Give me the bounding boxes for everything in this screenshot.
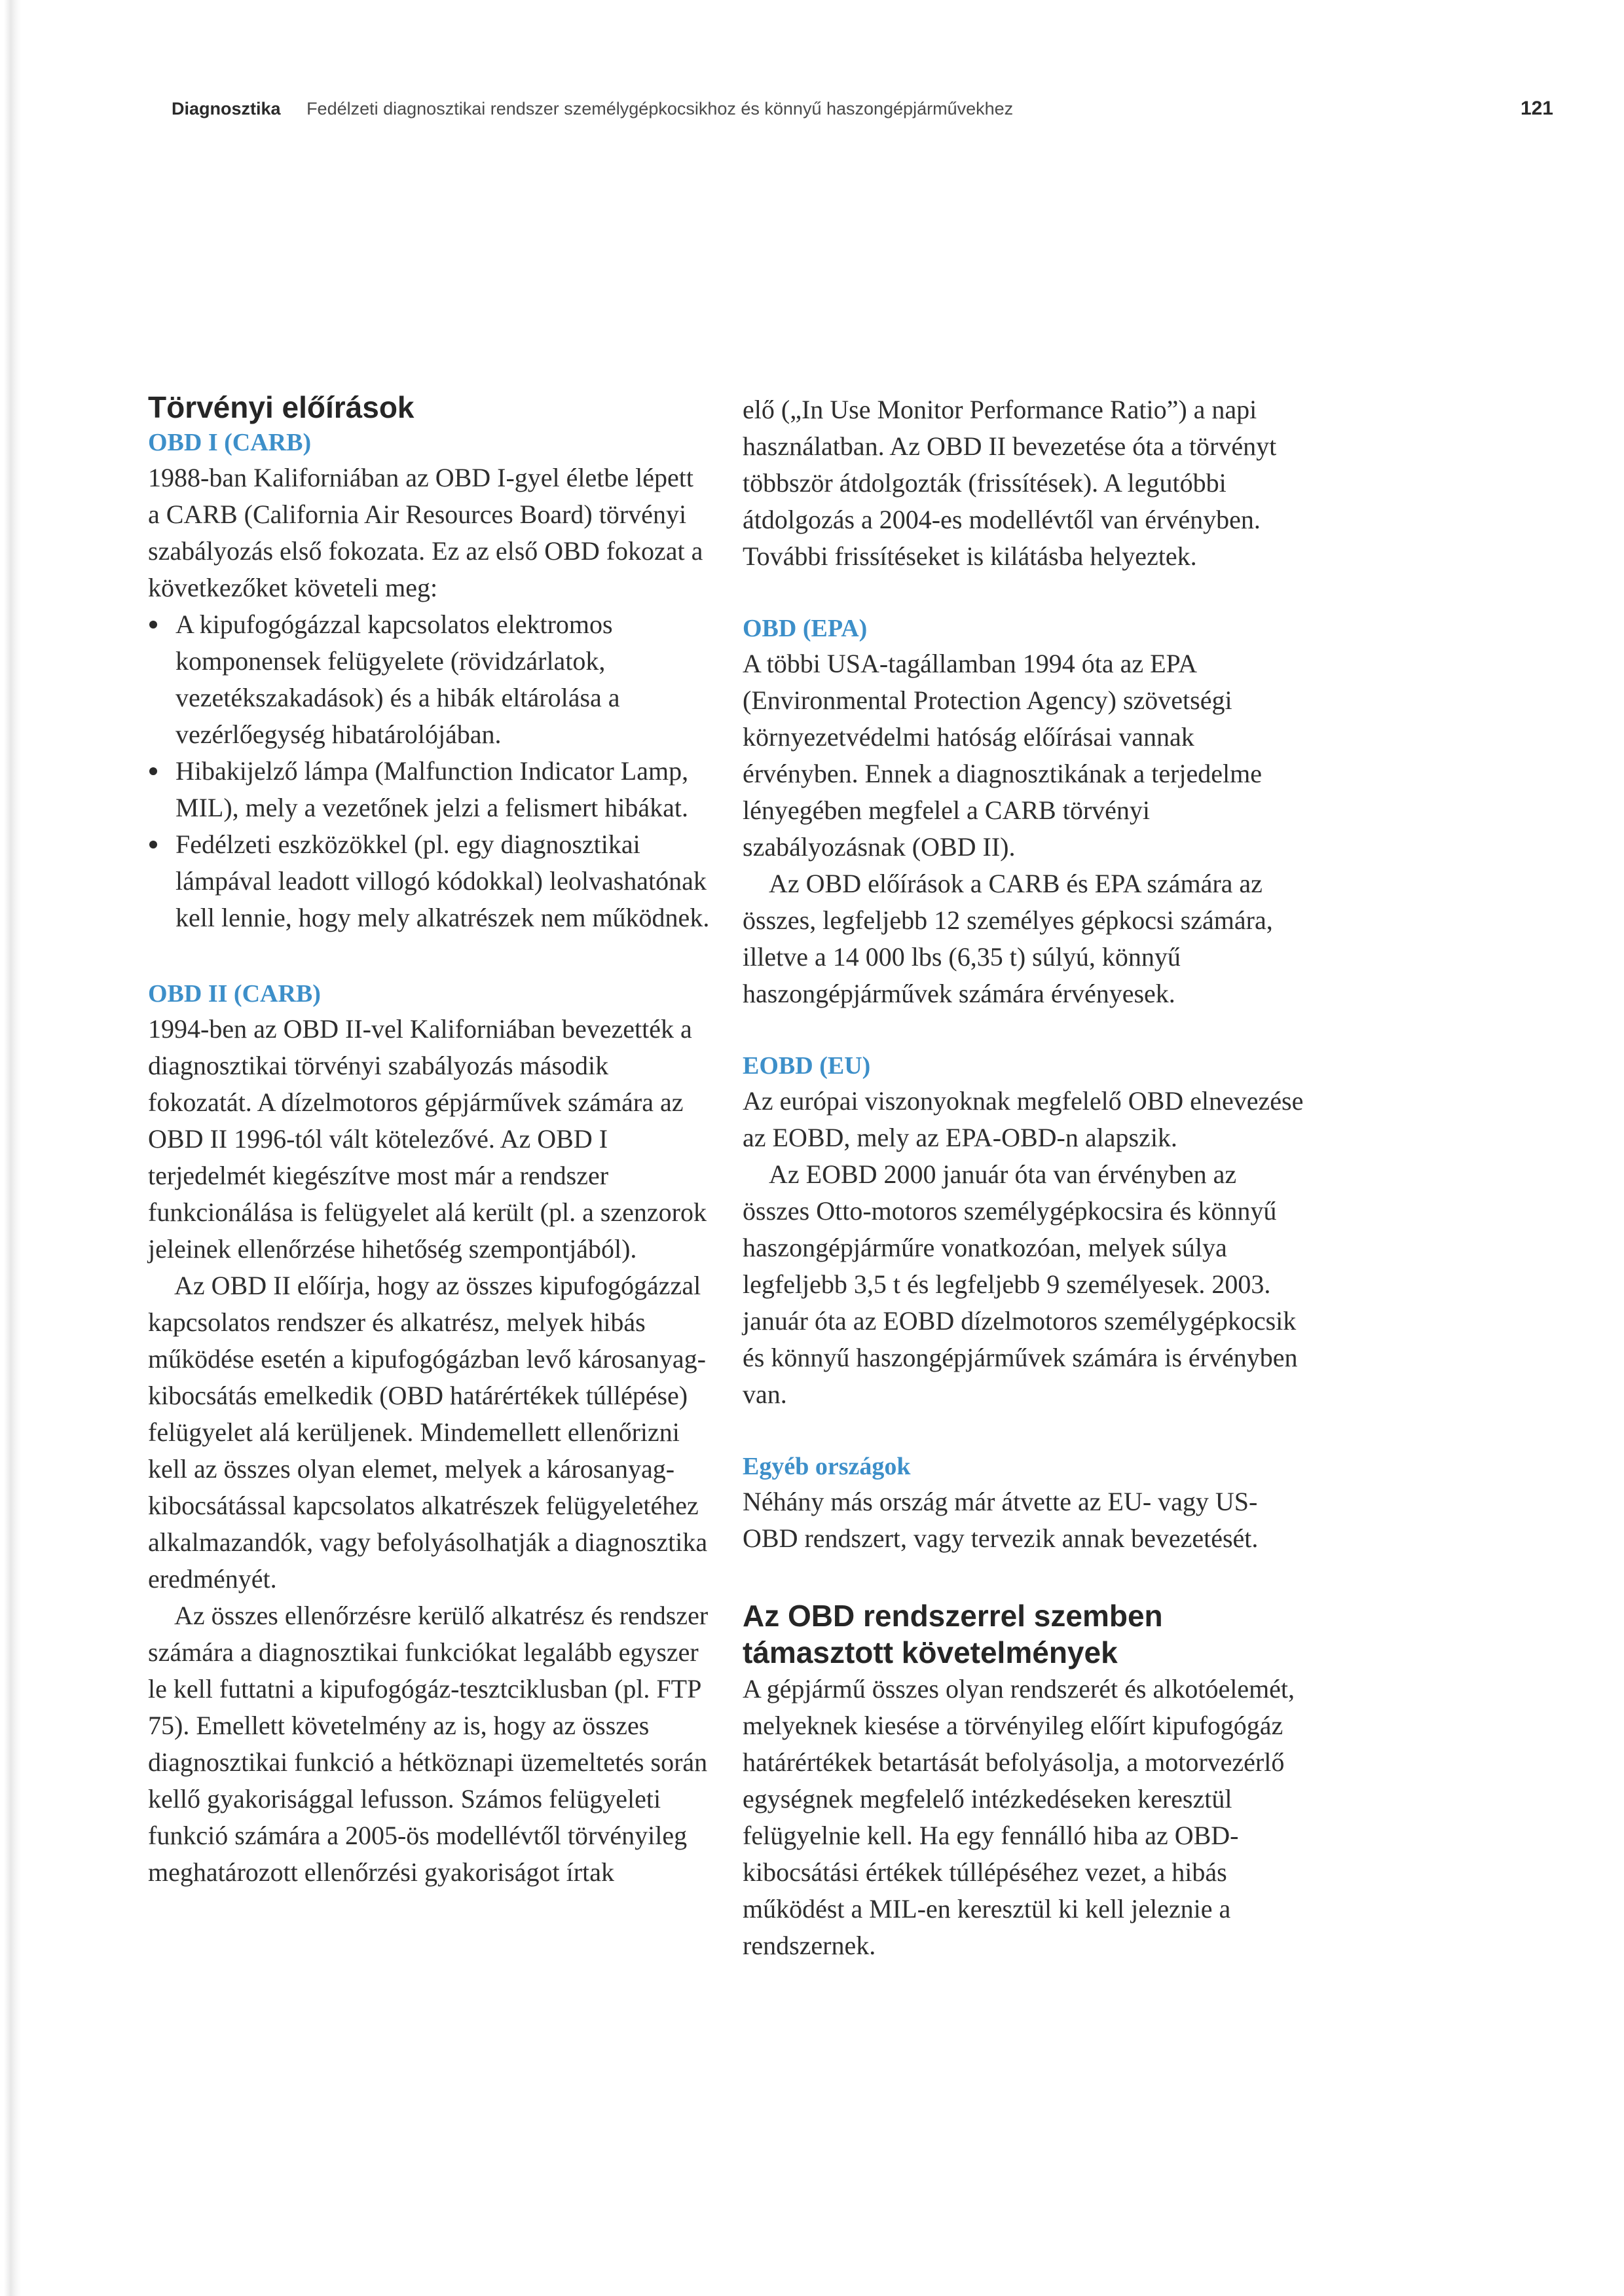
- list-item-text: A kipufogógázzal kapcsolatos elektromos komponensek felügyelete (rövidzárlatok, vezetékszakadások) és a hibák eltárolása a vezérlőegység hibatárolójában.: [175, 610, 620, 749]
- right-column: [743, 392, 1306, 1964]
- subheading-eobd-eu: EOBD (EU): [743, 1052, 871, 1080]
- spacer: [743, 1012, 1306, 1049]
- bullet-icon: [149, 767, 157, 775]
- running-header: [172, 96, 1553, 122]
- epa-paragraph-2: Az OBD előírások a CARB és EPA számára az összes, legfeljebb 12 személyes gépkocsi számára, illetve a 14 000 lbs (6,35 t) súlyú, könnyű haszongépjárművek számára érvényesek.: [743, 869, 1273, 1008]
- obd1-intro: 1988-ban Kaliforniában az OBD I-gyel életbe lépett a CARB (California Air Resources Board) törvényi szabályozás első fokozata. Ez az első OBD fokozat a következőket követeli meg:: [148, 463, 703, 602]
- obd2-paragraph-2: Az OBD II előírja, hogy az összes kipufogógázzal kapcsolatos rendszer és alkatrész, melyek hibás működése esetén a kipufogógázban levő károsanyag-kibocsátás emelkedik (OBD határértékek túllépése) felügyelet alá kerüljenek. Mindemellett ellenőrizni kell az összes olyan elemet, melyek a károsanyag-kibocsátással kapcsolatos alkatrészek felügyeletéhez alkalmazandók, vagy befolyásolhatják a diagnosztika eredményét.: [148, 1271, 708, 1594]
- list-item-text: Fedélzeti eszközökkel (pl. egy diagnosztikai lámpával leadott villogó kódokkal) leolvashatónak kell lennie, hogy mely alkatrészek nem működnek.: [175, 829, 710, 932]
- obd2-paragraph-3: Az összes ellenőrzésre kerülő alkatrész és rendszer számára a diagnosztikai funkciókat legalább egyszer le kell futtatni a kipufogógáz-tesztciklusban (pl. FTP 75). Emellett követelmény az is, hogy az összes diagnosztikai funkció a hétköznapi üzemeltetés során kellő gyakorisággal lefusson. Számos felügyeleti funkció számára a 2005-ös modellévtől törvényileg meghatározott ellenőrzési gyakoriságot írtak: [148, 1601, 709, 1887]
- spacer: [148, 936, 711, 977]
- other-countries-paragraph: Néhány más ország már átvette az EU- vagy US-OBD rendszert, vagy tervezik annak bevezetését.: [743, 1487, 1259, 1553]
- left-column: [148, 389, 711, 1891]
- obd2-paragraph-1: 1994-ben az OBD II-vel Kaliforniában bevezették a diagnosztikai törvényi szabályozás második fokozatát. A dízelmotoros gépjárművek számára az OBD II 1996-tól vált kötelezővé. Az OBD I terjedelmét kiegészítve most már a rendszer funkcionálása is felügyelet alá került (pl. a szenzorok jeleinek ellenőrzése hihetőség szempontjából).: [148, 1014, 707, 1264]
- subheading-obd-epa: OBD (EPA): [743, 615, 868, 642]
- scan-edge-shadow: [4, 0, 21, 2296]
- heading-obd-requirements: Az OBD rendszerrel szemben támasztott követelmények: [743, 1599, 1163, 1669]
- epa-paragraph-1: A többi USA-tagállamban 1994 óta az EPA (Environmental Protection Agency) szövetségi környezetvédelmi hatóság előírásai vannak érvényben. Ennek a diagnosztikának a terjedelme lényegében megfelel a CARB törvényi szabályozásnak (OBD II).: [743, 649, 1262, 862]
- eobd-paragraph-2: Az EOBD 2000 január óta van érvényben az összes Otto-motoros személygépkocsira és könnyű haszongépjárműre vonatkozóan, melyek súlya legfeljebb 3,5 t és legfeljebb 9 személyesek. 2003. január óta az EOBD dízelmotoros személygépkocsik és könnyű haszongépjárművek számára is érvényben van.: [743, 1159, 1298, 1409]
- page-number: 121: [1520, 98, 1553, 119]
- subheading-other-countries: Egyéb országok: [743, 1453, 911, 1480]
- list-item: [148, 826, 711, 936]
- subheading-obd2-carb: OBD II (CARB): [148, 980, 321, 1008]
- list-item-text: Hibakijelző lámpa (Malfunction Indicator Lamp, MIL), mely a vezetőnek jelzi a felismert hibákat.: [175, 756, 689, 822]
- bullet-icon: [149, 621, 157, 629]
- heading-legal-requirements: Törvényi előírások: [148, 390, 415, 424]
- eobd-paragraph-1: Az európai viszonyoknak megfelelő OBD elnevezése az EOBD, mely az EPA-OBD-n alapszik.: [743, 1086, 1304, 1152]
- obd1-requirements-list: [148, 606, 711, 936]
- header-chapter-title: Fedélzeti diagnosztikai rendszer személygépkocsikhoz és könnyű haszongépjárművekhez: [306, 99, 1014, 118]
- header-section: Diagnosztika: [172, 99, 281, 118]
- requirements-paragraph: A gépjármű összes olyan rendszerét és alkotóelemét, melyeknek kiesése a törvényileg előírt kipufogógáz határértékek betartását befolyásolja, a motorvezérlő egységnek megfelelő intézkedéseken keresztül felügyelnie kell. Ha egy fennálló hiba az OBD-kibocsátási értékek túllépéséhez vezet, a hibás működést a MIL-en keresztül ki kell jeleznie a rendszernek.: [743, 1674, 1295, 1960]
- subheading-obd1-carb: OBD I (CARB): [148, 429, 312, 456]
- bullet-icon: [149, 841, 157, 848]
- continuation-paragraph: elő („In Use Monitor Performance Ratio”) a napi használatban. Az OBD II bevezetése óta a törvényt többször átdolgozták (frissítések). A legutóbbi átdolgozás a 2004-es modellévtől van érvényben. További frissítéseket is kilátásba helyeztek.: [743, 395, 1277, 571]
- spacer: [743, 1557, 1306, 1597]
- spacer: [743, 575, 1306, 611]
- spacer: [743, 1413, 1306, 1449]
- list-item: [148, 753, 711, 826]
- list-item: [148, 606, 711, 753]
